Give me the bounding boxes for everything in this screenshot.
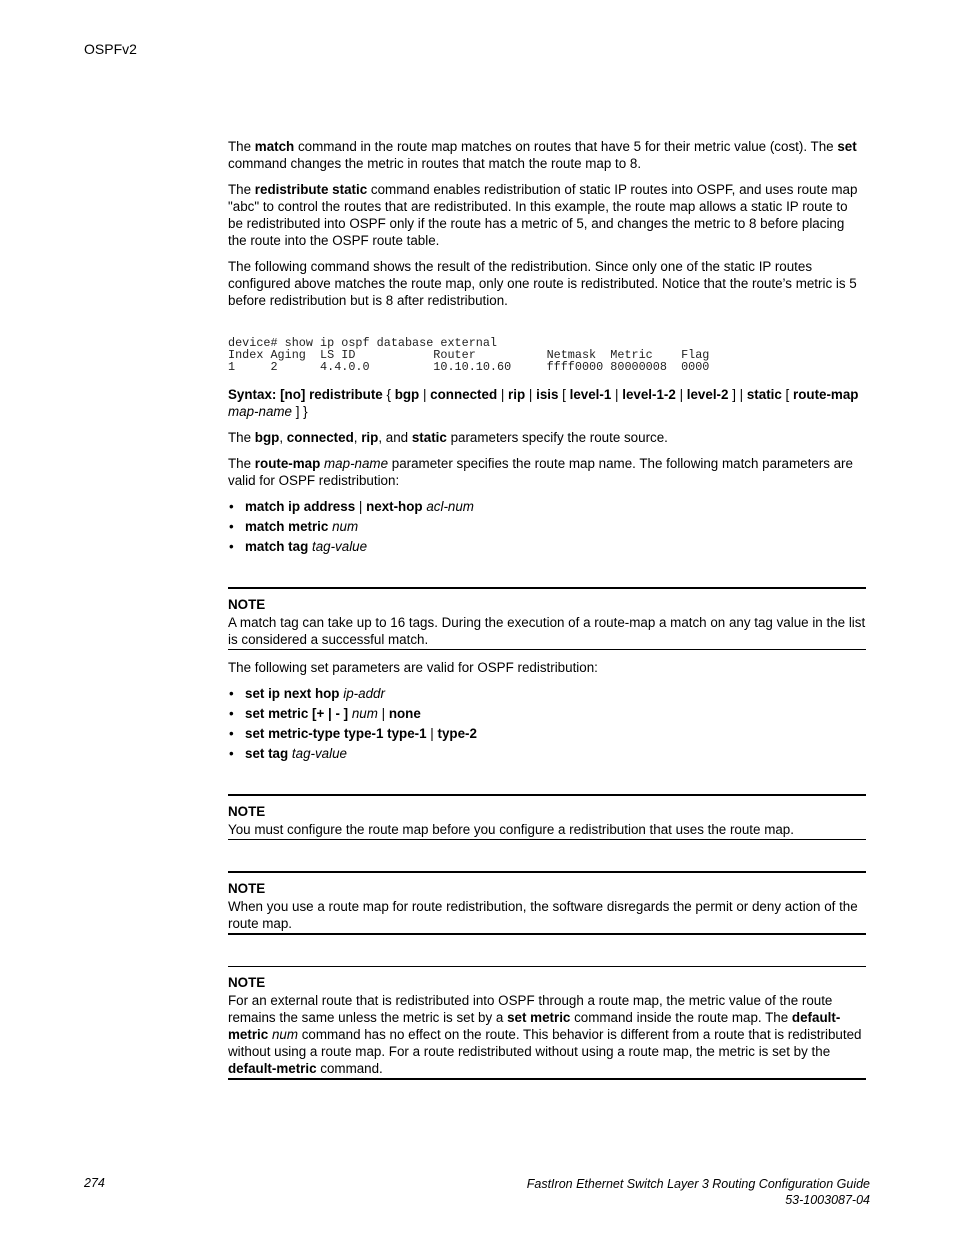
list-item: • set metric [+ | - ] num | none xyxy=(228,705,866,722)
note-text: For an external route that is redistributed into OSPF through a route map, the metric value of the route remains the same unless the metric is set by a set metric command inside the route map. The default-metric num command has no effect on the route. This behavior is different from a route that is redistributed without using a route map. For a route redistributed without using a route map, the metric is set by the default-metric command. xyxy=(228,993,862,1076)
note-match-tag xyxy=(228,587,866,650)
note-title: NOTE xyxy=(228,881,266,896)
note-configure-route-map xyxy=(228,794,866,840)
note-title: NOTE xyxy=(228,597,266,612)
note-text: You must configure the route map before you configure a redistribution that uses the route map. xyxy=(228,822,794,837)
syntax-line: Syntax: [no] redistribute { bgp | connected | rip | isis [ level-1 | level-1-2 | level-2 ] | static [ route-map map-name ] } xyxy=(228,387,859,419)
match-parameter-list xyxy=(228,498,866,555)
list-item: • match metric num xyxy=(228,518,866,535)
list-item: • set metric-type type-1 type-1 | type-2 xyxy=(228,725,866,742)
list-item: • match tag tag-value xyxy=(228,538,866,555)
paragraph-route-map-param: The route-map map-name parameter specifies the route map name. The following match parameters are valid for OSPF redistribution: xyxy=(228,456,853,488)
footer-doc-info xyxy=(527,1176,870,1208)
note-permit-deny xyxy=(228,871,866,935)
paragraph-redistribution-result: The following command shows the result of the redistribution. Since only one of the static IP routes configured above matches the route map, only one route is redistributed. Notice that the route’s metric is 5 before redistribution but is 8 after redistribution. xyxy=(228,259,857,308)
paragraph-set-intro: The following set parameters are valid for OSPF redistribution: xyxy=(228,660,598,675)
note-title: NOTE xyxy=(228,804,266,819)
list-item: • set tag tag-value xyxy=(228,745,866,762)
paragraph-route-source: The bgp, connected, rip, and static parameters specify the route source. xyxy=(228,430,668,445)
running-header: OSPFv2 xyxy=(84,41,137,57)
note-text: When you use a route map for route redistribution, the software disregards the permit or deny action of the route map. xyxy=(228,899,858,931)
cli-output-block: device# show ip ospf database external Index Aging LS ID Router Netmask Metric Flag 1 2 4.4.0.0 10.10.10.60 ffff0000 80000008 0000 xyxy=(228,336,710,374)
list-item: • match ip address | next-hop acl-num xyxy=(228,498,866,515)
page-number: 274 xyxy=(84,1176,105,1190)
note-text: A match tag can take up to 16 tags. During the execution of a route-map a match on any tag value in the list is considered a successful match. xyxy=(228,615,866,647)
paragraph-redistribute-static: The redistribute static command enables redistribution of static IP routes into OSPF, and uses route map "abc" to control the routes that are redistributed. In this example, the route map allows a static IP route to be redistributed into OSPF only if the route has a metric of 5, and changes the metric to 8 before placing the route into the OSPF route table. xyxy=(228,182,858,248)
page-content xyxy=(228,138,866,1080)
set-parameter-list xyxy=(228,685,866,762)
list-item: • set ip next hop ip-addr xyxy=(228,685,866,702)
doc-number: 53-1003087-04 xyxy=(785,1193,870,1207)
note-external-route-metric xyxy=(228,966,866,1080)
guide-title: FastIron Ethernet Switch Layer 3 Routing Configuration Guide xyxy=(526,1177,870,1191)
paragraph-match-set: The match command in the route map matches on routes that have 5 for their metric value (cost). The set command changes the metric in routes that match the route map to 8. xyxy=(228,139,857,171)
note-title: NOTE xyxy=(228,975,266,990)
